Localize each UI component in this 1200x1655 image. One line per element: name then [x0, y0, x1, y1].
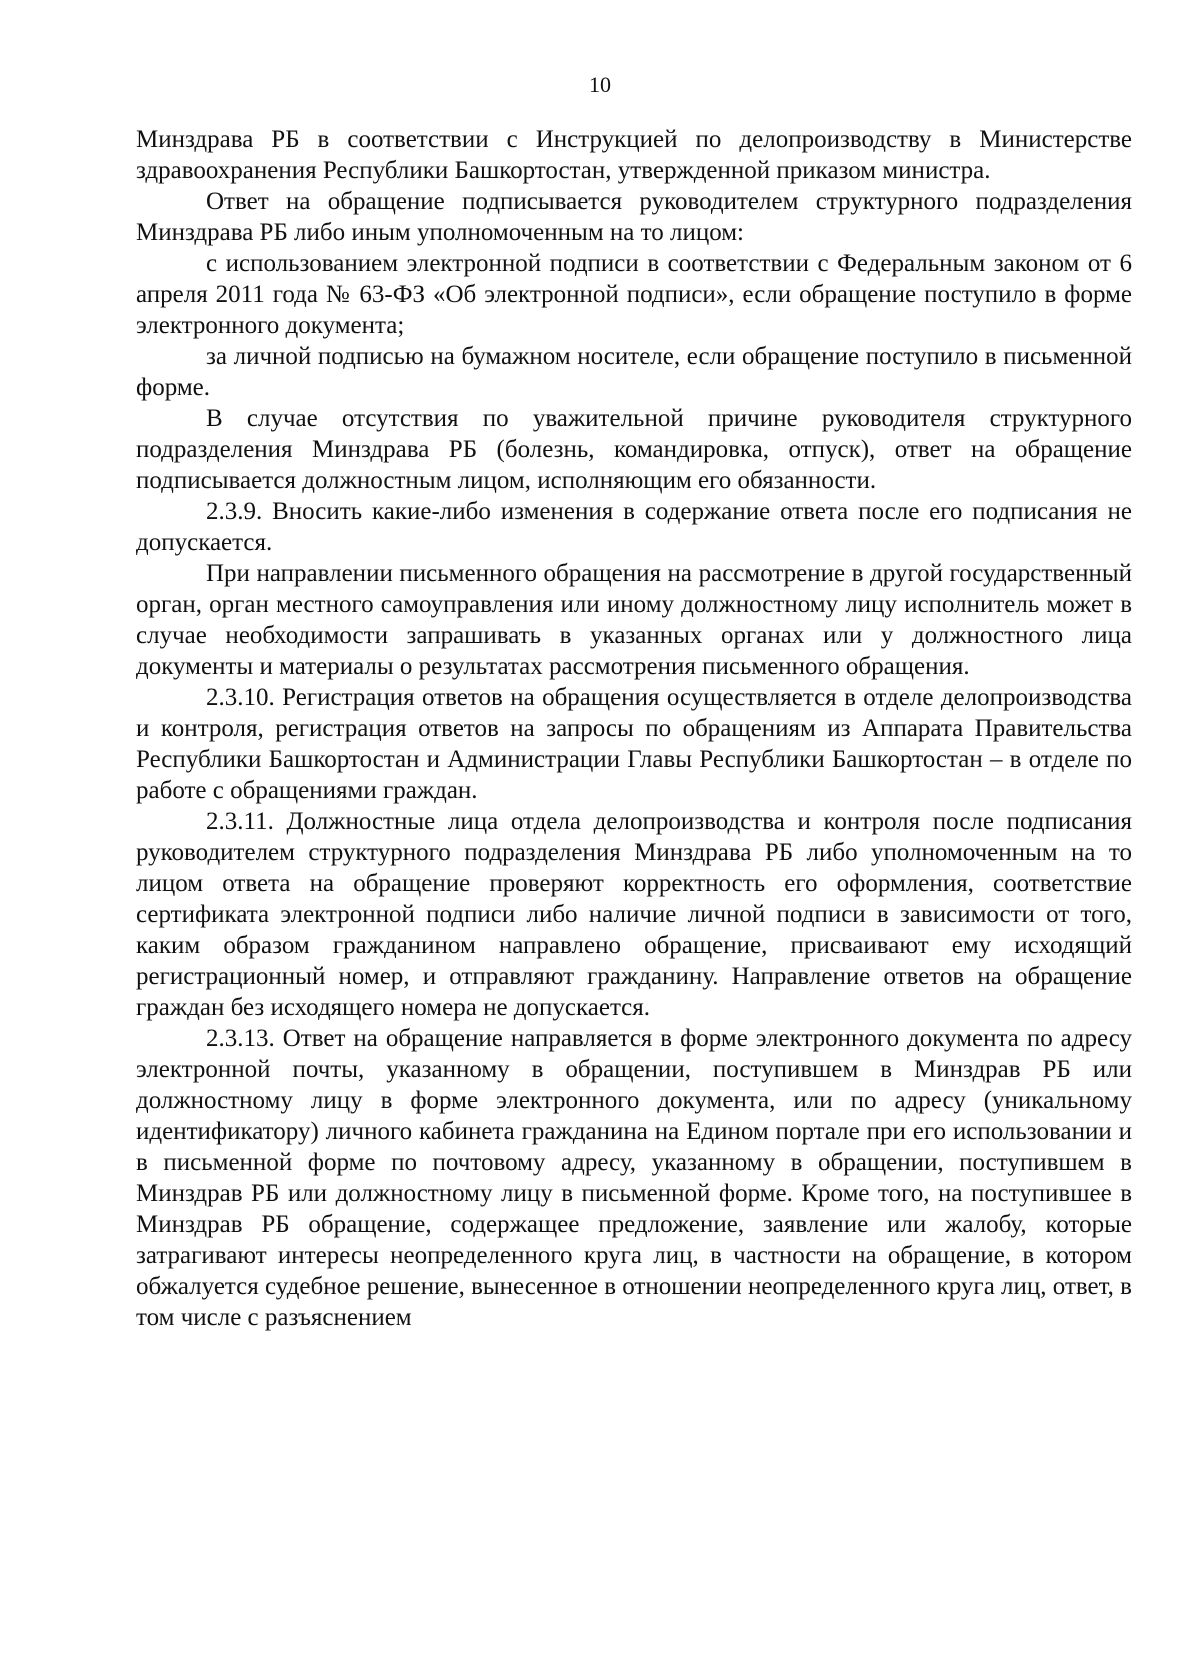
paragraph-2-3-11: 2.3.11. Должностные лица отдела делопроизводства и контроля после подписания руководителем структурного подразделения Минздрава РБ либо уполномоченным на то лицом ответа на обращение проверяют корректность его оформления, соответствие сертификата электронной подписи либо наличие личной подписи в зависимости от того, каким образом гражданином направлено обращение, присваивают ему исходящий регистрационный номер, и отправляют гражданину. Направление ответов на обращение граждан без исходящего номера не допускается. — [136, 808, 1132, 1021]
paragraph-2-3-13: 2.3.13. Ответ на обращение направляется в форме электронного документа по адресу электронной почты, указанному в обращении, поступившем в Минздрав РБ или должностному лицу в форме электронного документа, или по адресу (уникальному идентификатору) личного кабинета гражданина на Едином портале при его использовании и в письменной форме по почтовому адресу, указанному в обращении, поступившем в Минздрав РБ или должностному лицу в письменной форме. Кроме того, на поступившее в Минздрав РБ обращение, содержащее предложение, заявление или жалобу, которые затрагивают интересы неопределенного круга лиц, в частности на обращение, в котором обжалуется судебное решение, вынесенное в отношении неопределенного круга лиц, ответ, в том числе с разъяснением — [136, 1025, 1132, 1331]
paragraph-2-3-10: 2.3.10. Регистрация ответов на обращения осуществляется в отделе делопроизводства и контроля, регистрация ответов на запросы по обращениям из Аппарата Правительства Республики Башкортостан и Администрации Главы Республики Башкортостан – в отделе по работе с обращениями граждан. — [136, 684, 1132, 804]
paragraph-2-3-9: 2.3.9. Вносить какие-либо изменения в содержание ответа после его подписания не допускается. — [136, 498, 1132, 556]
paragraph-paper-signature: за личной подписью на бумажном носителе, если обращение поступило в письменной форме. — [136, 343, 1132, 401]
paragraph-redirect-request: При направлении письменного обращения на рассмотрение в другой государственный орган, орган местного самоуправления или иному должностному лицу исполнитель может в случае необходимости запрашивать в указанных органах или у должностного лица документы и материалы о результатах рассмотрения письменного обращения. — [136, 560, 1132, 680]
document-body — [136, 124, 1132, 1333]
paragraph-signature-rule: Ответ на обращение подписывается руководителем структурного подразделения Минздрава РБ либо иным уполномоченным на то лицом: — [136, 188, 1132, 246]
paragraph-absence-of-head: В случае отсутствия по уважительной причине руководителя структурного подразделения Минздрава РБ (болезнь, командировка, отпуск), ответ на обращение подписывается должностным лицом, исполняющим его обязанности. — [136, 405, 1132, 494]
paragraph-electronic-signature: с использованием электронной подписи в соответствии с Федеральным законом от 6 апреля 2011 года № 63-ФЗ «Об электронной подписи», если обращение поступило в форме электронного документа; — [136, 250, 1132, 339]
page-number: 10 — [589, 72, 611, 97]
paragraph-continuation: Минздрава РБ в соответствии с Инструкцией по делопроизводству в Министерстве здравоохранения Республики Башкортостан, утвержденной приказом министра. — [136, 126, 1132, 184]
